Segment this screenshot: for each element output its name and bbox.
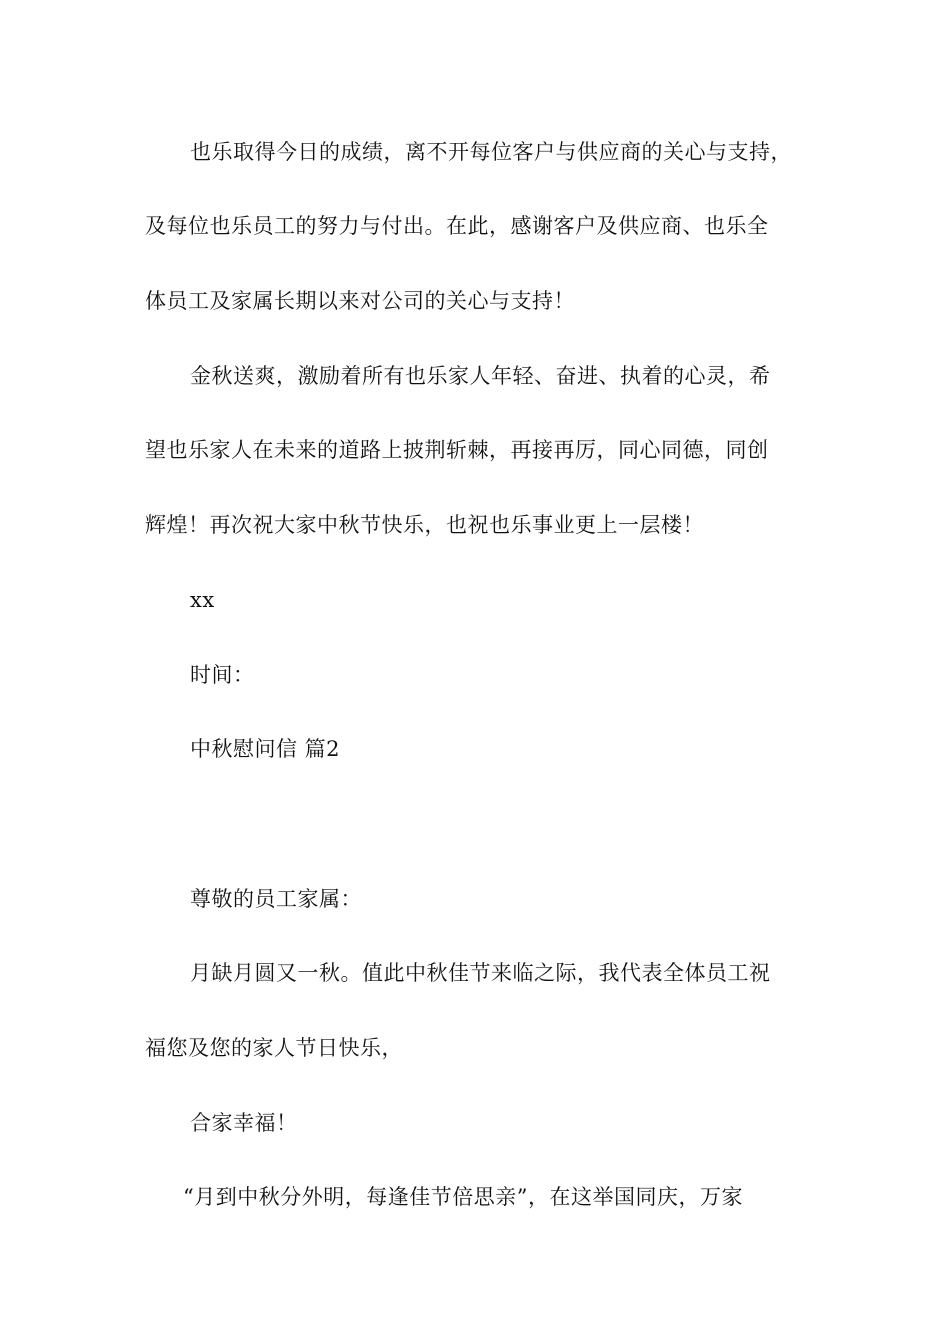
paragraph-2-line-1: 金秋送爽，激励着所有也乐家人年轻、奋进、执着的心灵，希 [190, 364, 771, 388]
paragraph-1-line-1: 也乐取得今日的成绩，离不开每位客户与供应商的关心与支持， [190, 140, 792, 164]
paragraph-3-line-2: 福您及您的家人节日快乐， [145, 1036, 403, 1060]
paragraph-3-line-3: 合家幸福！ [190, 1111, 298, 1135]
paragraph-2-line-3: 辉煌！再次祝大家中秋节快乐，也祝也乐事业更上一层楼！ [145, 513, 704, 537]
paragraph-2-line-2: 望也乐家人在未来的道路上披荆斩棘，再接再厉，同心同德，同创 [145, 438, 769, 462]
signature-name: xx [190, 588, 215, 612]
paragraph-1-line-3: 体员工及家属长期以来对公司的关心与支持！ [145, 289, 575, 313]
salutation: 尊敬的员工家属： [190, 887, 362, 911]
paragraph-3-line-1: 月缺月圆又一秋。值此中秋佳节来临之际，我代表全体员工祝 [190, 961, 771, 985]
section-heading: 中秋慰问信 篇2 [190, 737, 341, 761]
signature-date-label: 时间： [190, 663, 255, 687]
paragraph-4-line-1: “月到中秋分外明，每逢佳节倍思亲”，在这举国同庆，万家 [183, 1185, 743, 1209]
paragraph-1-line-2: 及每位也乐员工的努力与付出。在此，感谢客户及供应商、也乐全 [145, 214, 769, 238]
